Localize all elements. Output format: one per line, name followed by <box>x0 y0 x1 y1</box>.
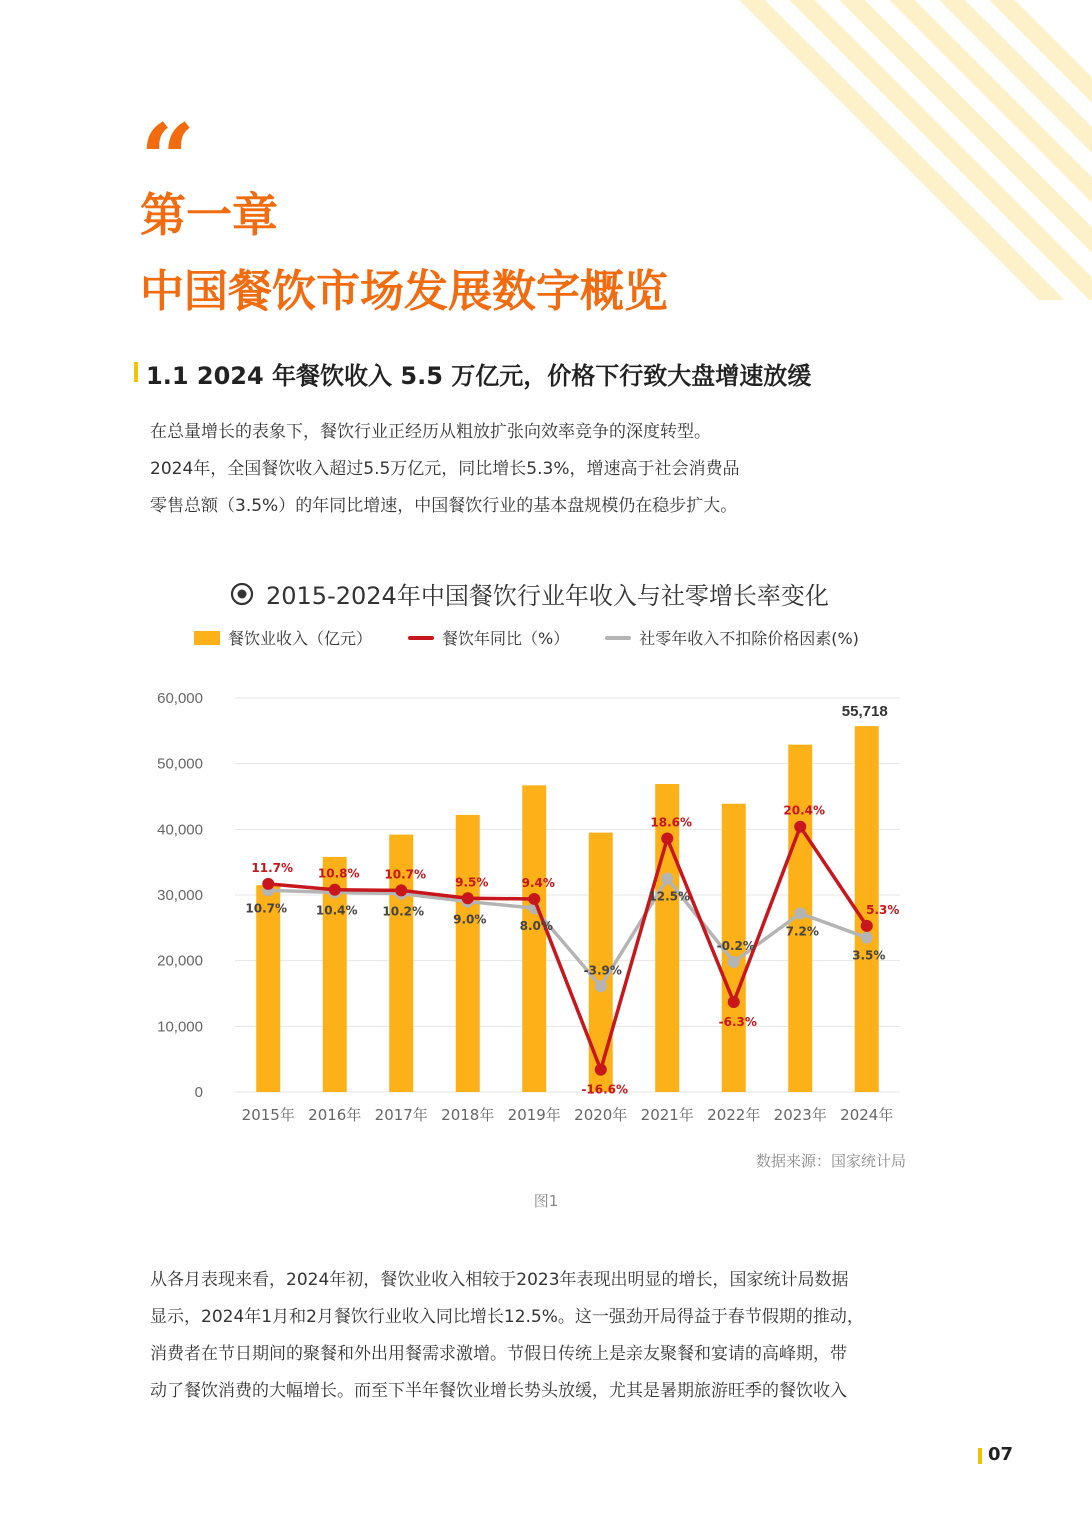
y-tick-label: 0 <box>194 1084 203 1101</box>
x-tick-label: 2022年 <box>707 1106 761 1124</box>
chapter-title: 中国餐饮市场发展数字概览 <box>140 266 668 317</box>
series-point <box>595 980 607 992</box>
bar <box>256 885 280 1092</box>
x-tick-label: 2018年 <box>441 1106 495 1124</box>
yoy-data-label: 10.7% <box>384 867 427 882</box>
retail-data-label: 9.0% <box>453 912 487 927</box>
y-tick-label: 20,000 <box>157 952 203 970</box>
series-point <box>861 932 873 944</box>
legend-item-revenue <box>194 626 372 649</box>
chart-legend <box>194 626 895 649</box>
series-point <box>794 821 806 833</box>
data-source: 数据来源：国家统计局 <box>755 1152 906 1170</box>
bar <box>456 815 480 1092</box>
legend-label: 社零年收入不扣除价格因素(%) <box>639 629 859 648</box>
y-tick-label: 50,000 <box>157 755 203 773</box>
chart-title-text: 2015-2024年中国餐饮行业年收入与社零增长率变化 <box>266 582 829 610</box>
x-tick-label: 2023年 <box>773 1106 827 1124</box>
figure-caption: 图1 <box>533 1192 559 1210</box>
yoy-data-label: 20.4% <box>783 803 826 818</box>
target-icon <box>230 582 254 606</box>
legend-item-yoy <box>408 626 569 649</box>
bar-value-label: 55,718 <box>841 703 888 721</box>
body-line: 显示，2024年1月和2月餐饮行业收入同比增长12.5%。这一强劲开局得益于春节假期的推动， <box>150 1307 864 1327</box>
yoy-data-label: 5.3% <box>866 902 900 917</box>
retail-data-label: 10.4% <box>315 903 358 918</box>
quote-mark: “ <box>140 103 196 216</box>
series-point <box>462 892 474 904</box>
yoy-data-label: 11.7% <box>251 860 294 875</box>
retail-data-label: -0.2% <box>716 938 755 953</box>
intro-line: 在总量增长的表象下，餐饮行业正经历从粗放扩张向效率竞争的深度转型。 <box>150 422 711 442</box>
body-line: 从各月表现来看，2024年初，餐饮业收入相较于2023年表现出明显的增长，国家统计局数据 <box>150 1270 849 1290</box>
legend-item-retail <box>605 626 859 649</box>
y-tick-label: 40,000 <box>157 821 203 839</box>
chart-title <box>230 576 829 611</box>
retail-data-label: 3.5% <box>852 948 886 963</box>
intro-line: 2024年，全国餐饮收入超过5.5万亿元，同比增长5.3%，增速高于社会消费品 <box>150 459 740 479</box>
y-tick-label: 10,000 <box>157 1018 203 1036</box>
retail-data-label: -3.9% <box>583 963 622 978</box>
intro-paragraph <box>150 414 970 525</box>
yoy-data-label: -6.3% <box>718 1015 757 1030</box>
retail-data-label: 10.7% <box>245 901 288 916</box>
body-line: 消费者在节日期间的聚餐和外出用餐需求激增。节假日传统上是亲友聚餐和宴请的高峰期，带 <box>150 1344 847 1364</box>
decorative-stripes <box>672 0 1092 300</box>
series-point <box>329 884 341 896</box>
series-point <box>728 956 740 968</box>
legend-label: 餐饮年同比（%） <box>442 629 570 648</box>
yoy-data-label: 10.8% <box>317 866 360 881</box>
series-point <box>861 920 873 932</box>
retail-data-label: 10.2% <box>382 904 425 919</box>
x-tick-label: 2020年 <box>574 1106 628 1124</box>
combo-chart <box>140 680 920 1140</box>
intro-line: 零售总额（3.5%）的年同比增速，中国餐饮行业的基本盘规模仍在稳步扩大。 <box>150 496 738 516</box>
yoy-data-label: 9.5% <box>455 875 489 890</box>
y-tick-label: 60,000 <box>157 690 203 707</box>
page-number-marker <box>978 1448 982 1464</box>
x-tick-label: 2019年 <box>507 1106 561 1124</box>
legend-swatch-bar <box>194 631 220 645</box>
y-tick-label: 30,000 <box>157 887 203 904</box>
page-number: 07 <box>988 1444 1014 1465</box>
retail-data-label: 7.2% <box>785 924 819 939</box>
series-point <box>262 878 274 890</box>
section-title: 1.1 2024 年餐饮收入 5.5 万亿元，价格下行致大盘增速放缓 <box>146 362 812 390</box>
x-tick-label: 2016年 <box>308 1106 362 1124</box>
body-line: 动了餐饮消费的大幅增长。而至下半年餐饮业增长势头放缓，尤其是暑期旅游旺季的餐饮收入 <box>150 1381 847 1401</box>
body-paragraph <box>150 1262 950 1410</box>
series-point <box>794 907 806 919</box>
x-tick-label: 2021年 <box>640 1106 694 1124</box>
bar <box>522 785 546 1092</box>
legend-swatch-line <box>605 636 631 640</box>
series-point <box>661 873 673 885</box>
series-point <box>395 884 407 896</box>
section-marker <box>134 362 138 382</box>
yoy-data-label: 9.4% <box>521 875 555 890</box>
retail-data-label: 8.0% <box>519 919 553 934</box>
x-tick-label: 2017年 <box>374 1106 428 1124</box>
x-tick-label: 2015年 <box>241 1106 295 1124</box>
x-tick-label: 2024年 <box>840 1106 894 1124</box>
legend-label: 餐饮业收入（亿元） <box>228 629 373 648</box>
yoy-data-label: 18.6% <box>650 815 693 830</box>
series-point <box>728 996 740 1008</box>
legend-swatch-line <box>408 636 434 640</box>
yoy-data-label: -16.6% <box>581 1082 629 1097</box>
series-point <box>595 1064 607 1076</box>
retail-data-label: 12.5% <box>648 889 691 904</box>
series-point <box>661 833 673 845</box>
series-point <box>528 893 540 905</box>
bar <box>655 784 679 1092</box>
chapter-label: 第一章 <box>140 188 278 242</box>
